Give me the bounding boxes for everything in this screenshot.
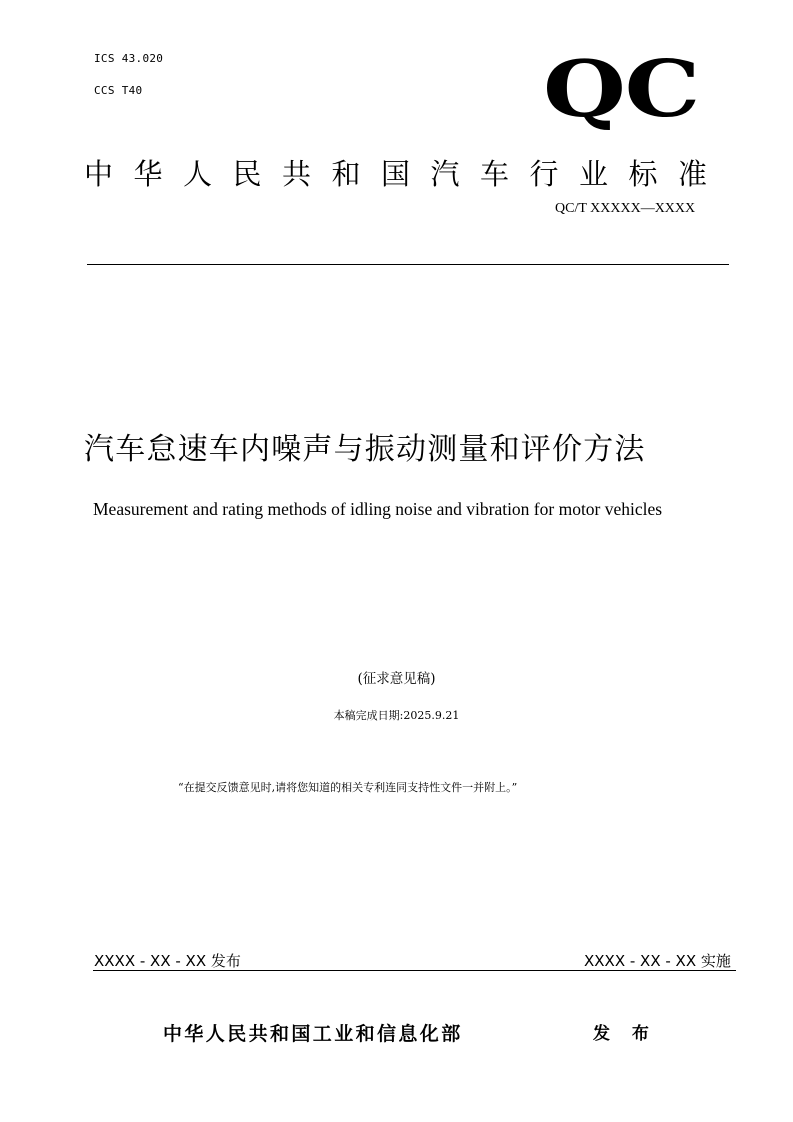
standard-category-title: 中华人民共和国汽车行业标准: [84, 157, 728, 191]
issue-date: XXXX - XX - XX 发布: [94, 952, 241, 970]
header-divider: [87, 264, 729, 265]
publisher-name: 中华人民共和国工业和信息化部: [163, 1023, 463, 1045]
draft-status: (征求意见稿): [357, 671, 436, 687]
implementation-date: XXXX - XX - XX 实施: [584, 952, 731, 970]
standard-number: QC/T XXXXX—XXXX: [555, 201, 696, 216]
ics-code: ICS 43.020: [94, 52, 164, 65]
document-title-en: Measurement and rating methods of idling noise and vibration for motor vehicles: [93, 499, 663, 519]
qc-logo: QC: [543, 44, 700, 135]
publish-label: 发 布: [593, 1024, 657, 1044]
document-title-cn: 汽车怠速车内噪声与振动测量和评价方法: [84, 432, 646, 467]
patent-notice: “在提交反馈意见时,请将您知道的相关专利连同支持性文件一并附上。”: [178, 781, 518, 794]
completion-date: 本稿完成日期:2025.9.21: [333, 709, 460, 722]
footer-divider: [93, 970, 736, 971]
ccs-code: CCS T40: [94, 84, 143, 97]
